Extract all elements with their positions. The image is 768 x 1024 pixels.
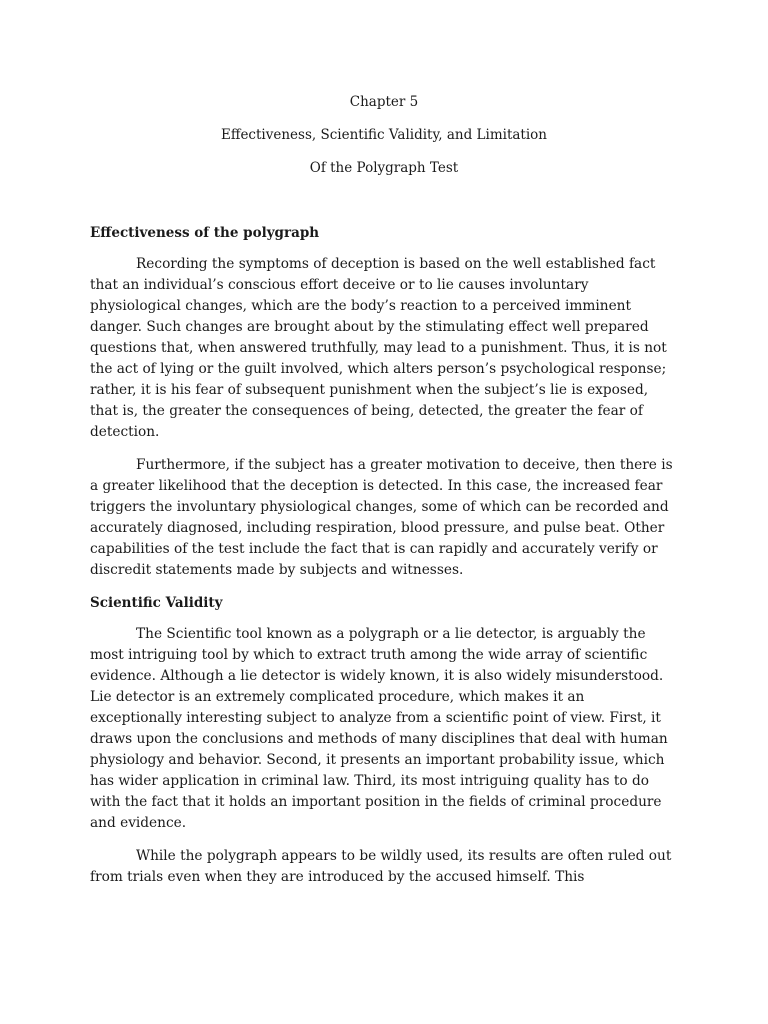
paragraph: Furthermore, if the subject has a greater motivation to deceive, then there is a greater likelihood that the deception is detected. In this case, the increased fear triggers the involuntary physiological changes, some of which can be recorded and accurately diagnosed, including respiration, blood pressure, and pulse beat. Other capabilities of the test include the fact that is can rapidly and accurately verify or discredit statements made by subjects and witnesses.: [90, 457, 673, 578]
section-title: Effectiveness of the polygraph: [90, 225, 320, 241]
section-validity: [90, 593, 678, 888]
document-page: [90, 92, 678, 900]
paragraph: The Scientific tool known as a polygraph or a lie detector, is arguably the most intriguing tool by which to extract truth among the wide array of scientific evidence. Although a lie detector is widely known, it is also widely misunderstood. Lie detector is an extremely complicated procedure, which makes it an exceptionally interesting subject to analyze from a scientific point of view. First, it draws upon the conclusions and methods of many disciplines that deal with human physiology and behavior. Second, it presents an important probability issue, which has wider application in criminal law. Third, its most intriguing quality has to do with the fact that it holds an important position in the fields of criminal procedure and evidence.: [90, 626, 668, 831]
chapter-title-line-1: Effectiveness, Scientific Validity, and Limitation: [221, 127, 547, 143]
chapter-label: Chapter 5: [349, 94, 419, 110]
paragraph: Recording the symptoms of deception is based on the well established fact that an individual’s conscious effort deceive or to lie causes involuntary physiological changes, which are the body’s reaction to a perceived imminent danger. Such changes are brought about by the stimulating effect well prepared questions that, when answered truthfully, may lead to a punishment. Thus, it is not the act of lying or the guilt involved, which alters person’s psychological response; rather, it is his fear of subsequent punishment when the subject’s lie is exposed, that is, the greater the consequences of being, detected, the greater the fear of detection.: [90, 256, 667, 440]
section-effectiveness: [90, 223, 678, 581]
chapter-title-line-2: Of the Polygraph Test: [309, 160, 459, 176]
paragraph: While the polygraph appears to be wildly used, its results are often ruled out from trials even when they are introduced by the accused himself. This: [90, 848, 672, 885]
section-title: Scientific Validity: [90, 595, 223, 611]
